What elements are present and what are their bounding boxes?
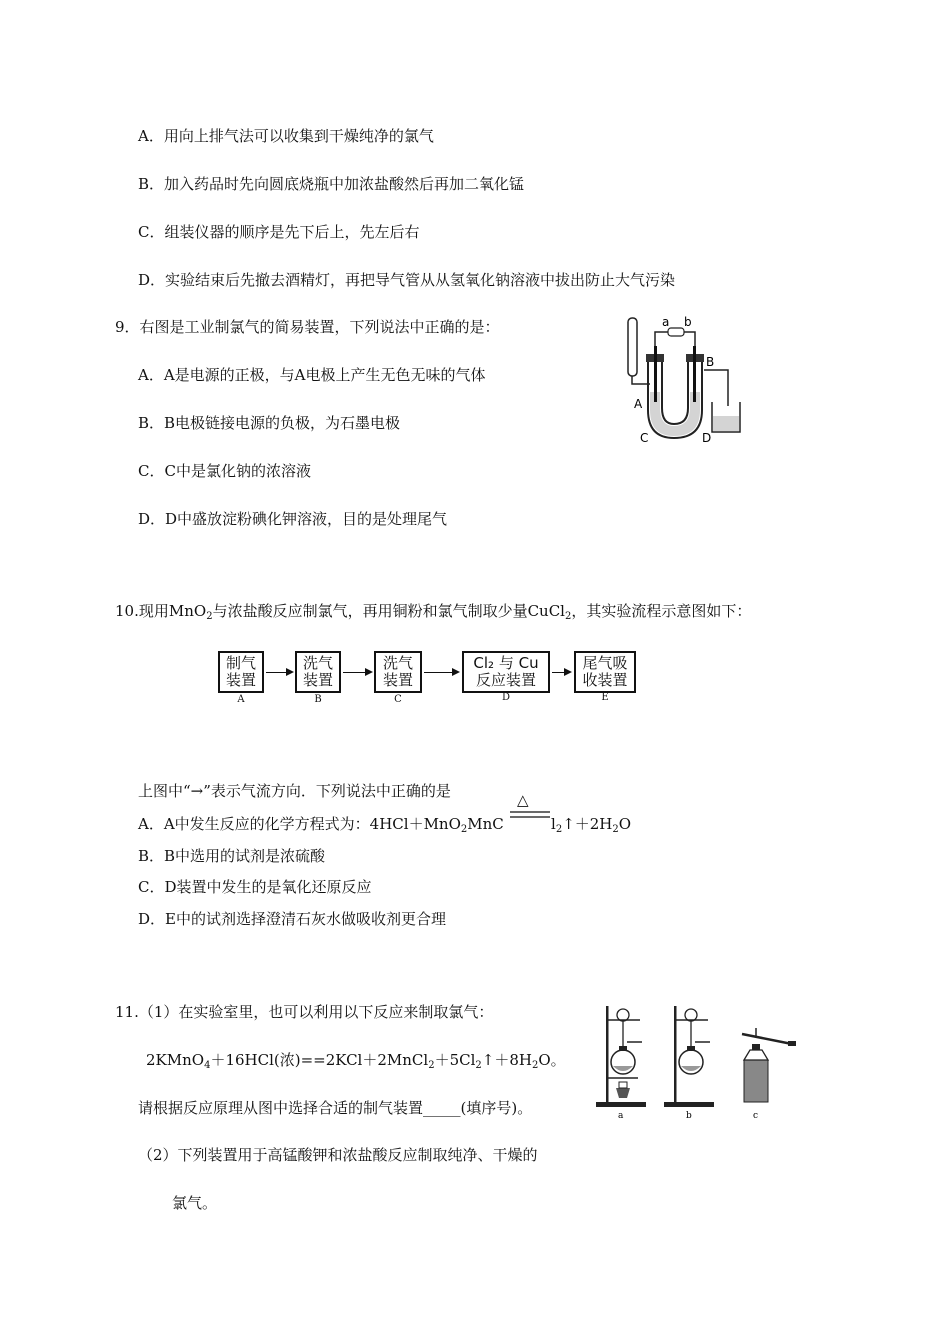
flow-box-b-line2: 装置 [302,671,333,689]
flow-box-a-line1: 制气 [225,654,256,672]
q9-stem: 9．右图是工业制氯气的简易装置，下列说法中正确的是： [115,318,500,336]
flow-box-d-line1: Cl₂ 与 Cu [473,654,539,672]
q8-option-d: D．实验结束后先撤去酒精灯，再把导气管从从氢氧化钠溶液中拔出防止大气污染 [138,271,676,289]
q9-option-c: C．C中是氯化钠的浓溶液 [138,462,311,480]
q8-option-a: A．用向上排气法可以收集到干燥纯净的氯气 [138,127,434,145]
flow-label-e: E [601,692,609,703]
q11-eq-part1: 2KMnO [146,1051,205,1069]
q11-eq-part2: ＋16HCl(浓)==2KCl＋2MnCl [210,1051,429,1069]
q10-option-b: B．B中选用的试剂是浓硫酸 [138,847,326,865]
q11-eq-sub2: 2 [428,1060,435,1071]
flow-label-c: C [394,694,402,705]
flow-box-e-line1: 尾气吸 [582,654,628,672]
q11-equation [146,1050,566,1070]
q11-eq-sub4: 2 [531,1060,539,1071]
fig-label-b: b [684,315,692,329]
flow-box-a-line2: 装置 [225,671,256,689]
flow-label-a: A [237,694,245,705]
q10-stem [115,601,751,621]
flow-box-d-line2: 反应装置 [475,671,536,689]
q9-option-b: B．B电极链接电源的负极，为石墨电极 [138,414,401,432]
q10-a-part5: O [618,815,632,833]
flow-arrow [552,672,570,673]
q11-eq-sub1: 4 [204,1060,211,1071]
q11-eq-part3: ＋5Cl [434,1051,476,1069]
flow-box-a [218,651,264,693]
fig-label-a: a [662,315,670,329]
flow-box-b-line1: 洗气 [302,654,333,672]
electrolysis-apparatus-figure [610,310,745,450]
q10-a-part2: MnC [467,815,504,833]
q10-stem-part3: ，其实验流程示意图如下： [571,602,752,620]
q8-option-c: C．组装仪器的顺序是先下后上，先左后右 [138,223,420,241]
q10-intro: 上图中“→”表示气流方向．下列说法中正确的是 [138,782,451,800]
q10-stem-sub1: 2 [206,611,213,622]
q11-eq-part5: O。 [538,1051,566,1069]
flow-box-e [574,651,636,693]
q10-option-c: C．D装置中发生的是氧化还原反应 [138,878,372,896]
q11-part1: 11.（1）在实验室里，也可以利用以下反应来制取氯气： [115,1003,494,1021]
flow-box-d [462,651,550,693]
flow-box-c-line1: 洗气 [382,654,413,672]
fig-label-B: B [706,355,715,369]
q9-option-d: D．D中盛放淀粉碘化钾溶液，目的是处理尾气 [138,510,448,528]
flow-arrow [343,672,371,673]
q10-a-sub3: 2 [612,824,619,835]
q11-part2-cont: 氯气。 [172,1194,218,1212]
fig-label-A: A [634,397,643,411]
flow-label-b: B [314,694,322,705]
q10-stem-sub2: 2 [564,611,572,622]
q10-a-sub1: 2 [460,824,468,835]
flow-box-c [374,651,422,693]
fig-label-c: c [753,1111,759,1120]
q10-option-d: D．E中的试剂选择澄清石灰水做吸收剂更合理 [138,910,446,928]
q11-select-prompt: 请根据反应原理从图中选择合适的制气装置_____(填序号)。 [138,1099,533,1117]
fig-label-D: D [702,431,712,445]
flow-arrow [424,672,458,673]
flow-label-d: D [501,692,511,703]
q11-eq-sub3: 2 [475,1060,482,1071]
q10-stem-part2: 与浓盐酸反应制氯气，再用铜粉和氯气制取少量CuCl [212,602,565,620]
q10-a-part1: A．A中发生反应的化学方程式为：4HCl＋MnO [138,815,461,833]
q10-stem-part1: 10.现用MnO [115,602,207,620]
heat-symbol: △ [517,791,529,809]
q8-option-b: B．加入药品时先向圆底烧瓶中加浓盐酸然后再加二氧化锰 [138,175,525,193]
flow-box-c-line2: 装置 [382,671,413,689]
flow-box-b [295,651,341,693]
fig-label-a: a [618,1111,624,1120]
q11-part2: （2）下列装置用于高锰酸钾和浓盐酸反应制取纯净、干燥的 [138,1146,538,1164]
equals-arrow [510,810,550,820]
flow-arrow [266,672,292,673]
q10-option-a-tail [551,814,631,834]
q10-option-a [138,814,504,834]
q10-a-part4: ↑＋2H [562,815,613,833]
q11-eq-part4: ↑＋8H [481,1051,532,1069]
q10-a-sub2: 2 [555,824,563,835]
q10-a-part3: l [551,815,556,833]
q9-option-a: A．A是电源的正极，与A电极上产生无色无味的气体 [138,366,486,384]
fig-label-b: b [686,1111,692,1120]
fig-label-C: C [640,431,649,445]
gas-generation-apparatus-figure [592,998,802,1120]
flow-box-e-line2: 收装置 [582,671,628,689]
